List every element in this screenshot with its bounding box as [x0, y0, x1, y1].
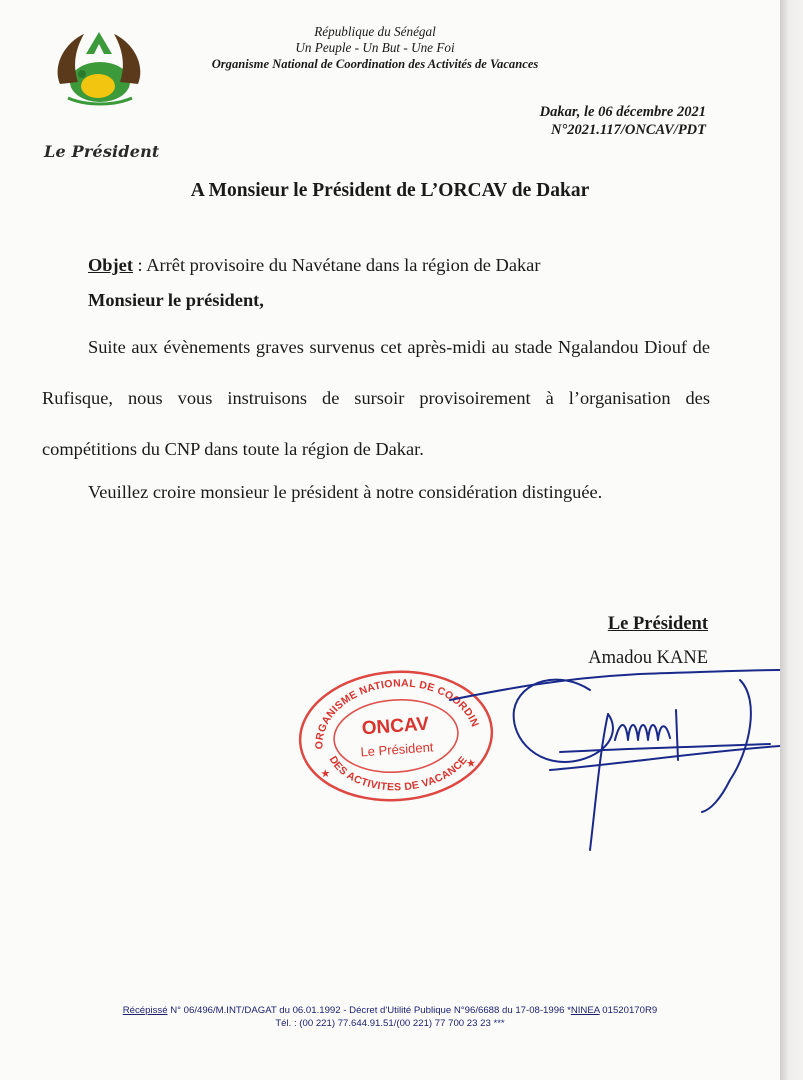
footer-ninea-value: 01520170R9 — [599, 1005, 658, 1016]
footer-ninea-label: NINEA — [570, 1005, 600, 1016]
subject-line — [88, 255, 756, 276]
sender-label: Le Président — [44, 142, 160, 161]
signature-title: Le Président — [607, 614, 708, 634]
footer-registration — [0, 1004, 780, 1017]
letterhead — [195, 24, 555, 72]
subject-label: Objet — [88, 255, 133, 275]
recipient-line: A Monsieur le Président de L’ORCAV de Dakar — [190, 180, 590, 201]
subject-text: Arrêt provisoire du Navétane dans la région de Dakar — [146, 255, 541, 275]
stamp-arc-bottom: DES ACTIVITES DE VACANCES — [326, 754, 470, 794]
svg-text:★: ★ — [465, 757, 477, 771]
footer — [0, 1004, 780, 1030]
date-reference-block — [540, 103, 706, 139]
letter-date: Dakar, le 06 décembre 2021 — [539, 104, 706, 120]
letter-reference: N°2021.117/ONCAV/PDT — [551, 122, 706, 138]
subject-separator: : — [132, 255, 147, 275]
svg-text:★: ★ — [320, 767, 331, 781]
stamp-center: ONCAV — [361, 713, 430, 740]
footer-recepisse-text: N° 06/496/M.INT/DAGAT du 06.01.1992 - Décret d'Utilité Publique N°96/6688 du 17-08-1996 * — [167, 1005, 571, 1016]
closing-formula: Veuillez croire monsieur le président à notre considération distinguée. — [88, 482, 603, 502]
signatory-name: Amadou KANE — [588, 648, 708, 668]
stamp-arc-top: ORGANISME NATIONAL DE COORDINATION — [313, 677, 481, 750]
handwritten-signature — [440, 660, 790, 860]
page-edge-shadow — [780, 0, 803, 1080]
salutation: Monsieur le président, — [88, 290, 264, 310]
country-name: République du Sénégal — [314, 24, 436, 39]
footer-recepisse-label: Récépissé — [122, 1005, 168, 1016]
organization-name: Organisme National de Coordination des Activités de Vacances — [211, 57, 539, 71]
oncav-logo-icon — [46, 24, 152, 108]
body-paragraph: Suite aux évènements graves survenus cet après-midi au stade Ngalandou Diouf de Rufisque, nous vous instruisons de sursoir provisoirement à l’organisation des compétitions du CNP dans toute la région de Dakar. — [42, 337, 710, 459]
national-motto: Un Peuple - Un But - Une Foi — [295, 40, 455, 55]
stamp-role: Le Président — [360, 739, 434, 760]
footer-phones: Tél. : (00 221) 77.644.91.51/(00 221) 77 700 23 23 *** — [275, 1018, 505, 1029]
